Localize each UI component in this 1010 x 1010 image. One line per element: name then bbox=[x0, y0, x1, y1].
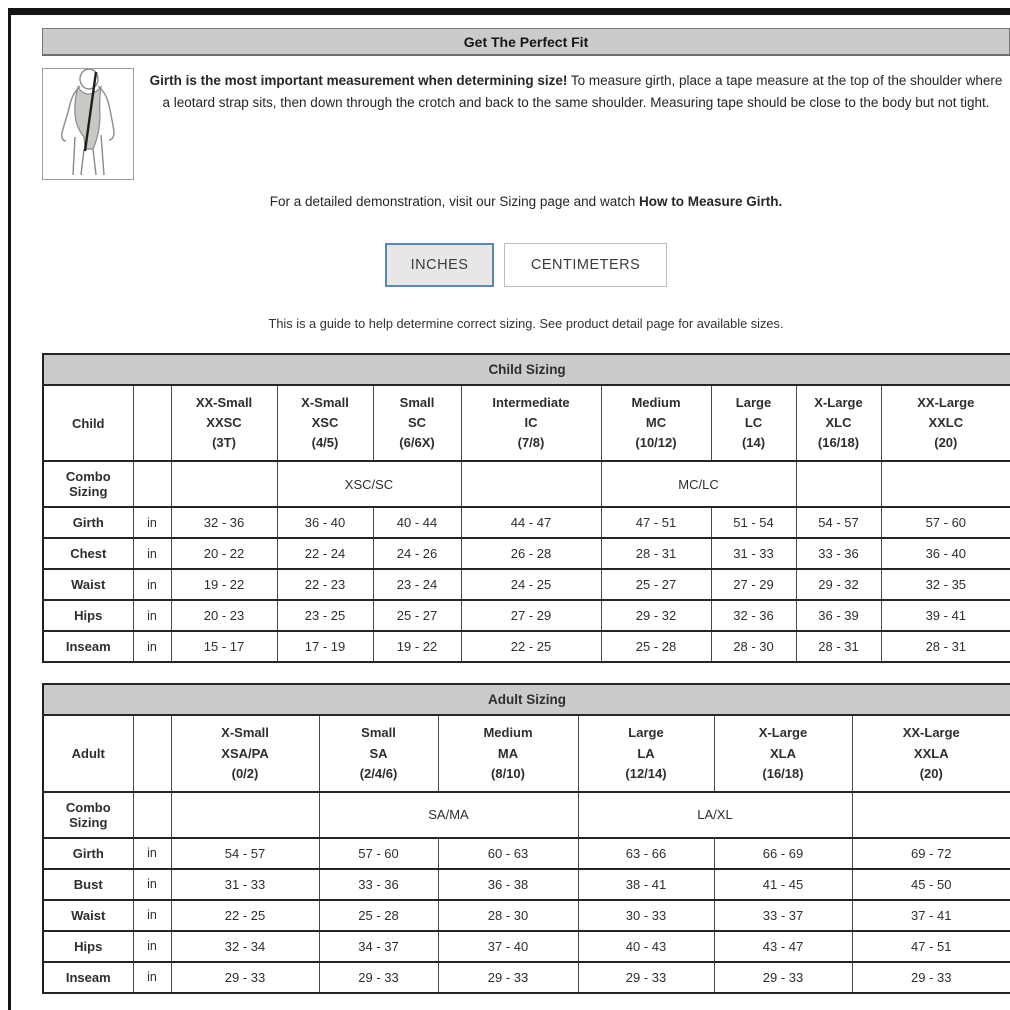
adult-unit-header bbox=[133, 715, 171, 791]
demo-instruction-prefix: For a detailed demonstration, visit our Sizing page and watch bbox=[269, 194, 639, 209]
adult-value: 29 - 33 bbox=[714, 962, 852, 993]
adult-value: 57 - 60 bbox=[319, 838, 438, 869]
adult-row-inseam bbox=[43, 962, 1010, 993]
adult-col-ma: Medium MA (8/10) bbox=[438, 715, 578, 791]
child-value: 23 - 24 bbox=[373, 569, 461, 600]
child-value: 27 - 29 bbox=[461, 600, 601, 631]
adult-value: 33 - 37 bbox=[714, 900, 852, 931]
adult-value: 41 - 45 bbox=[714, 869, 852, 900]
adult-row-hips bbox=[43, 931, 1010, 962]
adult-label-bust: Bust bbox=[43, 869, 133, 900]
child-row-girth bbox=[43, 507, 1010, 538]
adult-combo-2: LA/XL bbox=[578, 792, 852, 838]
adult-value: 63 - 66 bbox=[578, 838, 714, 869]
child-value: 26 - 28 bbox=[461, 538, 601, 569]
child-value: 28 - 31 bbox=[881, 631, 1010, 662]
child-combo-3: MC/LC bbox=[601, 461, 796, 507]
adult-value: 25 - 28 bbox=[319, 900, 438, 931]
child-col-mc: Medium MC (10/12) bbox=[601, 385, 711, 461]
adult-value: 34 - 37 bbox=[319, 931, 438, 962]
child-unit-chest: in bbox=[133, 538, 171, 569]
adult-sizing-table bbox=[42, 683, 1010, 993]
adult-value: 36 - 38 bbox=[438, 869, 578, 900]
child-sizing-table bbox=[42, 353, 1010, 663]
child-row-inseam bbox=[43, 631, 1010, 662]
girth-intro-section bbox=[42, 68, 1010, 180]
child-value: 32 - 36 bbox=[171, 507, 277, 538]
adult-value: 30 - 33 bbox=[578, 900, 714, 931]
adult-value: 22 - 25 bbox=[171, 900, 319, 931]
child-value: 32 - 36 bbox=[711, 600, 796, 631]
adult-value: 29 - 33 bbox=[438, 962, 578, 993]
child-value: 33 - 36 bbox=[796, 538, 881, 569]
child-col-xxsc: XX-Small XXSC (3T) bbox=[171, 385, 277, 461]
child-value: 39 - 41 bbox=[881, 600, 1010, 631]
child-col-xlc: X-Large XLC (16/18) bbox=[796, 385, 881, 461]
centimeters-button[interactable]: CENTIMETERS bbox=[504, 243, 667, 287]
page-title: Get The Perfect Fit bbox=[42, 28, 1010, 56]
adult-unit-girth: in bbox=[133, 838, 171, 869]
adult-value: 37 - 41 bbox=[852, 900, 1010, 931]
child-value: 47 - 51 bbox=[601, 507, 711, 538]
child-value: 25 - 27 bbox=[601, 569, 711, 600]
sizing-page bbox=[42, 28, 1010, 994]
child-value: 28 - 31 bbox=[796, 631, 881, 662]
adult-combo-0 bbox=[171, 792, 319, 838]
adult-label-hips: Hips bbox=[43, 931, 133, 962]
child-unit-inseam: in bbox=[133, 631, 171, 662]
child-value: 22 - 23 bbox=[277, 569, 373, 600]
child-value: 17 - 19 bbox=[277, 631, 373, 662]
child-value: 23 - 25 bbox=[277, 600, 373, 631]
leotard-figure-icon bbox=[43, 69, 131, 177]
girth-instructions-body: To measure girth, place a tape measure at the top of the shoulder where a leotard strap sits, then down through the crotch and back to the same shoulder. Measuring tape should be close to the body but not tight. bbox=[162, 73, 1003, 110]
girth-instructions bbox=[134, 68, 1010, 180]
child-value: 19 - 22 bbox=[373, 631, 461, 662]
child-combo-2 bbox=[461, 461, 601, 507]
adult-value: 32 - 34 bbox=[171, 931, 319, 962]
child-value: 15 - 17 bbox=[171, 631, 277, 662]
child-unit-girth: in bbox=[133, 507, 171, 538]
child-combo-5 bbox=[881, 461, 1010, 507]
adult-value: 29 - 33 bbox=[852, 962, 1010, 993]
demo-instruction-bold: How to Measure Girth. bbox=[638, 194, 783, 209]
child-combo-label: Combo Sizing bbox=[43, 461, 133, 507]
adult-label-waist: Waist bbox=[43, 900, 133, 931]
adult-unit-hips: in bbox=[133, 931, 171, 962]
adult-combo-unit bbox=[133, 792, 171, 838]
adult-value: 29 - 33 bbox=[578, 962, 714, 993]
child-col-xxlc: XX-Large XXLC (20) bbox=[881, 385, 1010, 461]
child-row-header: Child bbox=[43, 385, 133, 461]
adult-value: 60 - 63 bbox=[438, 838, 578, 869]
child-col-lc: Large LC (14) bbox=[711, 385, 796, 461]
adult-unit-waist: in bbox=[133, 900, 171, 931]
child-row-hips bbox=[43, 600, 1010, 631]
child-value: 24 - 26 bbox=[373, 538, 461, 569]
adult-col-sa: Small SA (2/4/6) bbox=[319, 715, 438, 791]
adult-row-bust bbox=[43, 869, 1010, 900]
adult-label-inseam: Inseam bbox=[43, 962, 133, 993]
adult-value: 28 - 30 bbox=[438, 900, 578, 931]
girth-instructions-lead: Girth is the most important measurement when determining size! bbox=[149, 73, 568, 88]
child-unit-waist: in bbox=[133, 569, 171, 600]
adult-combo-3 bbox=[852, 792, 1010, 838]
child-label-girth: Girth bbox=[43, 507, 133, 538]
child-value: 51 - 54 bbox=[711, 507, 796, 538]
child-value: 54 - 57 bbox=[796, 507, 881, 538]
child-value: 27 - 29 bbox=[711, 569, 796, 600]
adult-combo-label: Combo Sizing bbox=[43, 792, 133, 838]
adult-value: 54 - 57 bbox=[171, 838, 319, 869]
child-col-xsc: X-Small XSC (4/5) bbox=[277, 385, 373, 461]
child-value: 24 - 25 bbox=[461, 569, 601, 600]
child-col-sc: Small SC (6/6X) bbox=[373, 385, 461, 461]
child-value: 20 - 22 bbox=[171, 538, 277, 569]
adult-row-girth bbox=[43, 838, 1010, 869]
child-value: 25 - 27 bbox=[373, 600, 461, 631]
child-label-chest: Chest bbox=[43, 538, 133, 569]
child-value: 36 - 39 bbox=[796, 600, 881, 631]
child-value: 25 - 28 bbox=[601, 631, 711, 662]
adult-title: Adult Sizing bbox=[43, 684, 1010, 715]
child-value: 22 - 25 bbox=[461, 631, 601, 662]
child-value: 22 - 24 bbox=[277, 538, 373, 569]
unit-toggle bbox=[42, 243, 1010, 287]
child-value: 57 - 60 bbox=[881, 507, 1010, 538]
adult-value: 37 - 40 bbox=[438, 931, 578, 962]
child-combo-unit bbox=[133, 461, 171, 507]
child-value: 20 - 23 bbox=[171, 600, 277, 631]
child-combo-4 bbox=[796, 461, 881, 507]
adult-value: 66 - 69 bbox=[714, 838, 852, 869]
child-label-inseam: Inseam bbox=[43, 631, 133, 662]
adult-value: 31 - 33 bbox=[171, 869, 319, 900]
child-value: 28 - 31 bbox=[601, 538, 711, 569]
child-combo-1: XSC/SC bbox=[277, 461, 461, 507]
child-value: 29 - 32 bbox=[601, 600, 711, 631]
adult-col-xsapa: X-Small XSA/PA (0/2) bbox=[171, 715, 319, 791]
child-value: 29 - 32 bbox=[796, 569, 881, 600]
window-frame-left bbox=[8, 8, 11, 1010]
child-value: 44 - 47 bbox=[461, 507, 601, 538]
adult-row-waist bbox=[43, 900, 1010, 931]
child-label-hips: Hips bbox=[43, 600, 133, 631]
adult-row-header: Adult bbox=[43, 715, 133, 791]
adult-unit-inseam: in bbox=[133, 962, 171, 993]
adult-value: 29 - 33 bbox=[171, 962, 319, 993]
adult-unit-bust: in bbox=[133, 869, 171, 900]
adult-value: 43 - 47 bbox=[714, 931, 852, 962]
adult-value: 38 - 41 bbox=[578, 869, 714, 900]
child-row-waist bbox=[43, 569, 1010, 600]
child-row-chest bbox=[43, 538, 1010, 569]
adult-value: 29 - 33 bbox=[319, 962, 438, 993]
child-unit-hips: in bbox=[133, 600, 171, 631]
adult-value: 45 - 50 bbox=[852, 869, 1010, 900]
adult-value: 33 - 36 bbox=[319, 869, 438, 900]
adult-value: 40 - 43 bbox=[578, 931, 714, 962]
adult-col-xxla: XX-Large XXLA (20) bbox=[852, 715, 1010, 791]
adult-value: 69 - 72 bbox=[852, 838, 1010, 869]
adult-combo-1: SA/MA bbox=[319, 792, 578, 838]
inches-button[interactable]: INCHES bbox=[385, 243, 495, 287]
child-value: 19 - 22 bbox=[171, 569, 277, 600]
child-value: 31 - 33 bbox=[711, 538, 796, 569]
girth-measurement-figure bbox=[42, 68, 134, 180]
adult-col-xla: X-Large XLA (16/18) bbox=[714, 715, 852, 791]
adult-value: 47 - 51 bbox=[852, 931, 1010, 962]
child-value: 28 - 30 bbox=[711, 631, 796, 662]
child-value: 36 - 40 bbox=[277, 507, 373, 538]
adult-col-la: Large LA (12/14) bbox=[578, 715, 714, 791]
child-value: 32 - 35 bbox=[881, 569, 1010, 600]
child-label-waist: Waist bbox=[43, 569, 133, 600]
adult-label-girth: Girth bbox=[43, 838, 133, 869]
window-frame-top bbox=[8, 8, 1010, 15]
demo-instruction bbox=[42, 194, 1010, 209]
child-value: 40 - 44 bbox=[373, 507, 461, 538]
child-col-ic: Intermediate IC (7/8) bbox=[461, 385, 601, 461]
child-value: 36 - 40 bbox=[881, 538, 1010, 569]
child-unit-header bbox=[133, 385, 171, 461]
child-combo-0 bbox=[171, 461, 277, 507]
sizing-guide-note: This is a guide to help determine correct sizing. See product detail page for available sizes. bbox=[268, 316, 784, 331]
child-title: Child Sizing bbox=[43, 354, 1010, 385]
